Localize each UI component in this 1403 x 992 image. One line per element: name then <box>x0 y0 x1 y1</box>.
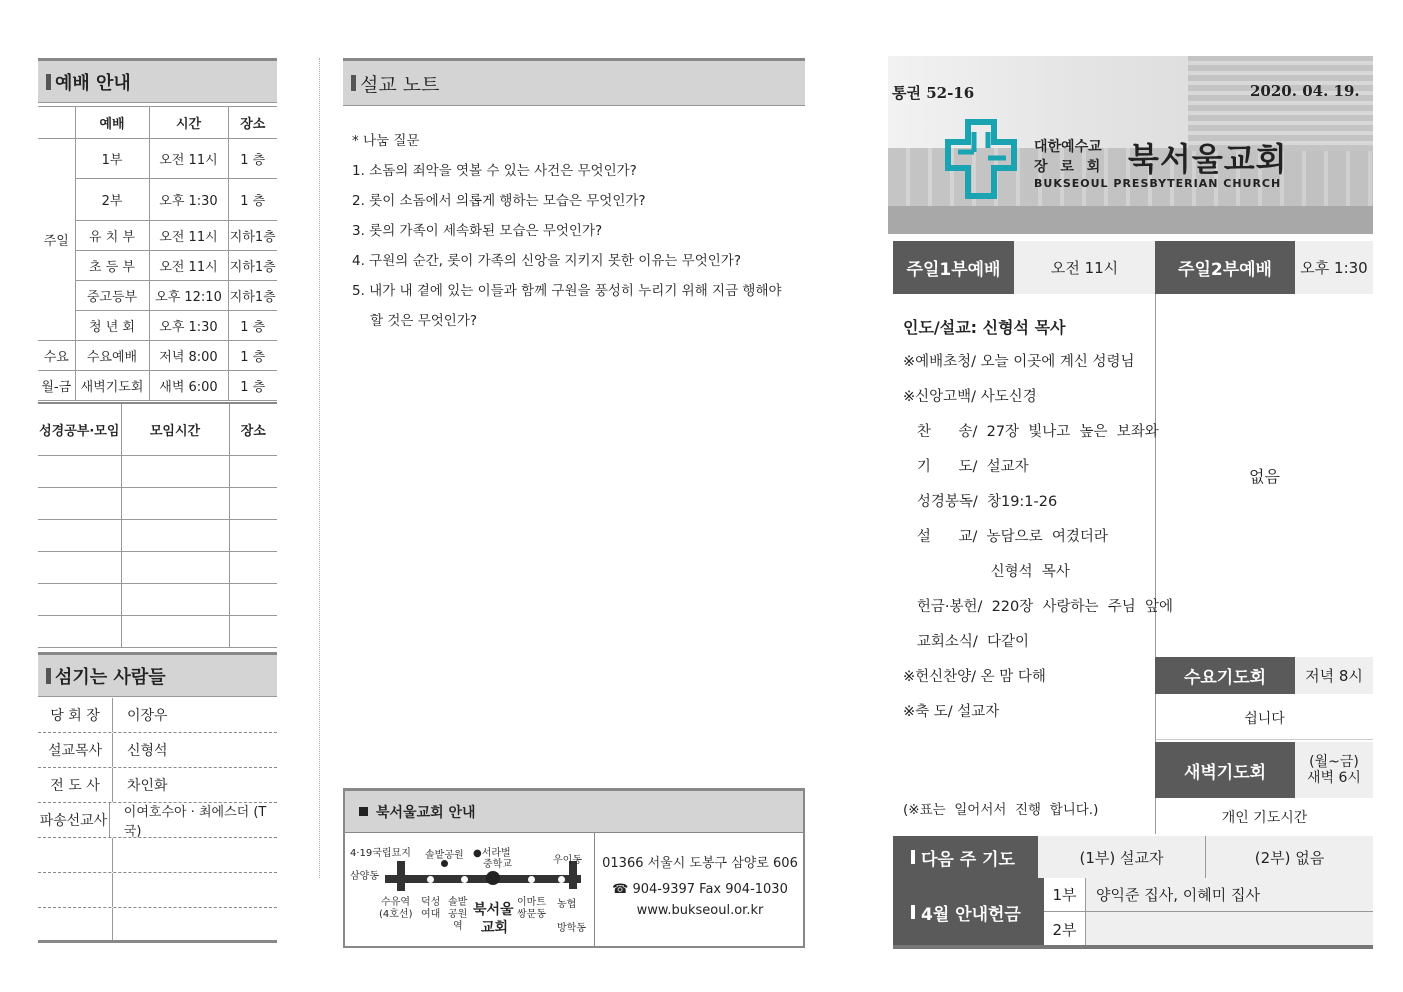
worship-row-place: 지하1층 <box>228 281 277 311</box>
church-website[interactable]: www.bukseoul.or.kr <box>636 903 764 918</box>
offering-first-names: 양익준 집사, 이혜미 집사 <box>1086 878 1373 912</box>
list-item: ※헌신찬양/ 온 맘 다해 <box>903 669 1046 685</box>
standing-footnote: (※표는 일어서서 진행 합니다.) <box>903 802 1099 818</box>
list-item: 5. 내가 내 곁에 있는 이들과 함께 구원을 풍성히 누리기 위해 지금 행해야 <box>352 283 782 299</box>
list-item <box>38 873 277 908</box>
list-item: 3. 롯의 가족이 세속화된 모습은 무엇인가? <box>352 223 603 239</box>
worship-header-name: 예배 <box>75 107 149 139</box>
servers-title: 섬기는 사람들 <box>55 666 166 688</box>
map-label: (4호선) <box>379 909 413 920</box>
study-header-time: 모임시간 <box>121 403 229 455</box>
map-label: 이마트 <box>517 897 546 908</box>
map-road <box>385 875 581 883</box>
list-item: 기 도/ 설교자 <box>903 459 1029 475</box>
table-row <box>38 551 277 583</box>
study-header-name: 성경공부·모임 <box>38 403 121 455</box>
map-label: 수유역 <box>381 897 410 908</box>
worship-title: 예배 안내 <box>55 72 131 94</box>
worship-row-name: 2부 <box>75 179 149 221</box>
list-item <box>38 838 277 873</box>
table-row <box>38 487 277 519</box>
map-label-church: 교회 <box>481 920 509 936</box>
location-map <box>345 833 595 947</box>
church-name: 북서울교회 <box>1128 140 1288 178</box>
worship-row-place: 지하1층 <box>228 221 277 251</box>
list-item: ※예배초청/ 오늘 이곳에 계신 성령님 <box>903 354 1135 370</box>
dawn-hour: 새벽 6시 <box>1307 770 1361 786</box>
servers-section-header <box>38 652 277 697</box>
second-service-content: 없음 <box>1249 466 1280 486</box>
list-item: 성경봉독/ 창19:1-26 <box>903 494 1058 510</box>
worship-row-name: 중고등부 <box>75 281 149 311</box>
server-role: 파송선교사 <box>38 803 110 837</box>
worship-row-time: 오후 1:30 <box>149 179 228 221</box>
wednesday-time: 저녁 8시 <box>1295 657 1373 694</box>
servers-list <box>38 698 277 943</box>
worship-row-place: 1 층 <box>228 311 277 341</box>
second-service-time: 오후 1:30 <box>1295 241 1373 294</box>
question-heading: * 나눔 질문 <box>352 133 420 149</box>
church-name-en: BUKSEOUL PRESBYTERIAN CHURCH <box>1034 177 1282 190</box>
worship-row-time: 저녁 8:00 <box>149 341 228 371</box>
bulletin-date: 2020. 04. 19. <box>1250 82 1360 100</box>
worship-row-time: 오전 11시 <box>149 251 228 281</box>
map-label: ●서라벌 <box>473 848 511 859</box>
map-label: 중학교 <box>483 859 512 870</box>
list-item: 1. 소돔의 죄악을 엿볼 수 있는 사건은 무엇인가? <box>352 163 637 179</box>
worship-row-day: 수요 <box>38 341 75 371</box>
worship-row-name: 유 치 부 <box>75 221 149 251</box>
denomination-line1: 대한예수교 <box>1034 139 1102 155</box>
list-item <box>38 908 277 943</box>
server-name: 이여호수아 · 최에스더 (T국) <box>123 805 267 839</box>
map-label: 쌍문동 <box>517 909 546 920</box>
next-prayer-label <box>893 836 1038 878</box>
table-row <box>38 615 277 647</box>
dawn-label: 새벽기도회 <box>1155 742 1295 798</box>
list-item <box>38 768 277 803</box>
station-dot <box>528 876 535 883</box>
sermon-questions <box>352 126 802 336</box>
next-prayer-first: (1부) 설교자 <box>1038 836 1206 878</box>
order-leader: 인도/설교: 신형석 목사 <box>903 318 1066 337</box>
church-guide-header <box>345 791 803 833</box>
server-role: 설교목사 <box>38 733 113 767</box>
station-dot <box>461 876 468 883</box>
list-item: 교회소식/ 다같이 <box>903 634 1029 650</box>
worship-section-header <box>38 58 277 103</box>
church-address: 01366 서울시 도봉구 삼양로 606 <box>602 856 798 871</box>
next-prayer-second: (2부) 없음 <box>1206 836 1373 878</box>
section-marker-icon <box>46 74 51 90</box>
map-label: 농협 <box>557 899 577 910</box>
denomination-line2: 장 로 회 <box>1034 159 1105 175</box>
worship-header-time: 시간 <box>149 107 228 139</box>
list-item <box>38 803 277 838</box>
next-prayer-label-text: 다음 주 기도 <box>921 849 1015 870</box>
section-marker-icon <box>46 668 51 684</box>
list-item: ※신앙고백/ 사도신경 <box>903 389 1037 405</box>
list-item: 헌금·봉헌/ 220장 사랑하는 주님 앞에 <box>903 599 1173 615</box>
offering-label-text: 4월 안내헌금 <box>921 904 1021 925</box>
worship-row-time: 오전 11시 <box>149 221 228 251</box>
list-item <box>38 698 277 733</box>
list-item: 신형석 목사 <box>903 564 1070 580</box>
worship-row-time: 새벽 6:00 <box>149 371 228 401</box>
station-dot <box>558 876 565 883</box>
church-contact <box>597 833 803 947</box>
worship-row-name: 수요예배 <box>75 341 149 371</box>
offering-second-names <box>1086 912 1373 946</box>
map-label: 덕성 <box>421 897 441 908</box>
list-item: 할 것은 무엇인가? <box>370 313 478 329</box>
worship-row-place: 1 층 <box>228 139 277 179</box>
list-item: 찬 송/ 27장 빛나고 높은 보좌와 <box>903 424 1159 440</box>
server-name: 차인화 <box>127 778 168 794</box>
section-marker-icon <box>911 850 915 864</box>
map-label: 솔밭 <box>448 897 468 908</box>
list-item: ※축 도/ 설교자 <box>903 704 1000 720</box>
table-row <box>38 583 277 615</box>
map-label-church: 북서울 <box>473 902 514 918</box>
study-table <box>38 402 277 648</box>
worship-row-place: 지하1층 <box>228 251 277 281</box>
worship-row-time: 오전 11시 <box>149 139 228 179</box>
column-separator <box>319 58 320 878</box>
church-location-dot <box>486 871 500 885</box>
sermon-note-title: 설교 노트 <box>360 73 440 96</box>
worship-header-place: 장소 <box>228 107 277 139</box>
sunday-label: 주일 <box>38 139 75 341</box>
list-item <box>38 733 277 768</box>
map-road-cross <box>397 861 405 891</box>
worship-row-time: 오후 1:30 <box>149 311 228 341</box>
worship-row-place: 1 층 <box>228 341 277 371</box>
worship-row-place: 1 층 <box>228 179 277 221</box>
church-logo-icon <box>944 118 1018 200</box>
server-role: 전 도 사 <box>38 768 113 802</box>
first-service-label: 주일1부예배 <box>893 241 1014 294</box>
list-item: 2. 롯이 소돔에서 의롭게 행하는 모습은 무엇인가? <box>352 193 646 209</box>
map-label: 역 <box>453 921 463 932</box>
server-role: 당 회 장 <box>38 698 113 732</box>
second-service-label: 주일2부예배 <box>1155 241 1295 294</box>
section-marker-icon <box>351 75 356 91</box>
map-label: 솔밭공원 <box>425 850 464 861</box>
station-dot <box>427 876 434 883</box>
table-row <box>38 519 277 551</box>
list-item: 4. 구원의 순간, 롯이 가족의 신앙을 지키지 못한 이유는 무엇인가? <box>352 253 741 269</box>
map-label: 우이동 <box>553 855 582 866</box>
list-item: 설 교/ 농담으로 여겼더라 <box>903 529 1108 545</box>
server-name: 신형석 <box>127 743 168 759</box>
worship-row-name: 청 년 회 <box>75 311 149 341</box>
building-base <box>888 206 1373 234</box>
server-name: 이장우 <box>127 708 168 724</box>
worship-row-name: 새벽기도회 <box>75 371 149 401</box>
map-label: 삼양동 <box>350 871 379 882</box>
worship-row-name: 1부 <box>75 139 149 179</box>
section-marker-icon <box>911 905 915 919</box>
worship-row-time: 오후 12:10 <box>149 281 228 311</box>
worship-row-day: 월-금 <box>38 371 75 401</box>
bottom-rule <box>893 945 1373 949</box>
sermon-note-header <box>343 58 805 106</box>
worship-table <box>38 106 277 401</box>
park-dot <box>441 860 448 867</box>
table-row <box>38 455 277 487</box>
worship-order <box>903 310 1173 730</box>
map-label: 여대 <box>421 909 441 920</box>
church-guide-title: 북서울교회 안내 <box>376 804 476 821</box>
issue-number: 통권 52-16 <box>892 84 975 102</box>
square-bullet-icon <box>359 807 368 816</box>
worship-row-place: 1 층 <box>228 371 277 401</box>
church-banner <box>888 56 1373 234</box>
worship-row-name: 초 등 부 <box>75 251 149 281</box>
offering-second-label: 2부 <box>1044 912 1086 946</box>
dawn-days: (월~금) <box>1309 754 1359 770</box>
wednesday-content: 쉽니다 <box>1156 696 1373 740</box>
offering-first-label: 1부 <box>1044 878 1086 912</box>
map-label: 4·19국립묘지 <box>350 848 411 859</box>
church-guide <box>343 788 805 948</box>
wednesday-label: 수요기도회 <box>1155 657 1295 694</box>
offering-label <box>893 878 1044 946</box>
study-header-place: 장소 <box>229 403 277 455</box>
church-phone: ☎ 904-9397 Fax 904-1030 <box>612 882 788 897</box>
map-label: 공원 <box>448 909 468 920</box>
dawn-content: 개인 기도시간 <box>1221 810 1308 826</box>
map-label: 방학동 <box>557 923 586 934</box>
first-service-time: 오전 11시 <box>1014 241 1155 294</box>
dawn-time <box>1295 742 1373 798</box>
